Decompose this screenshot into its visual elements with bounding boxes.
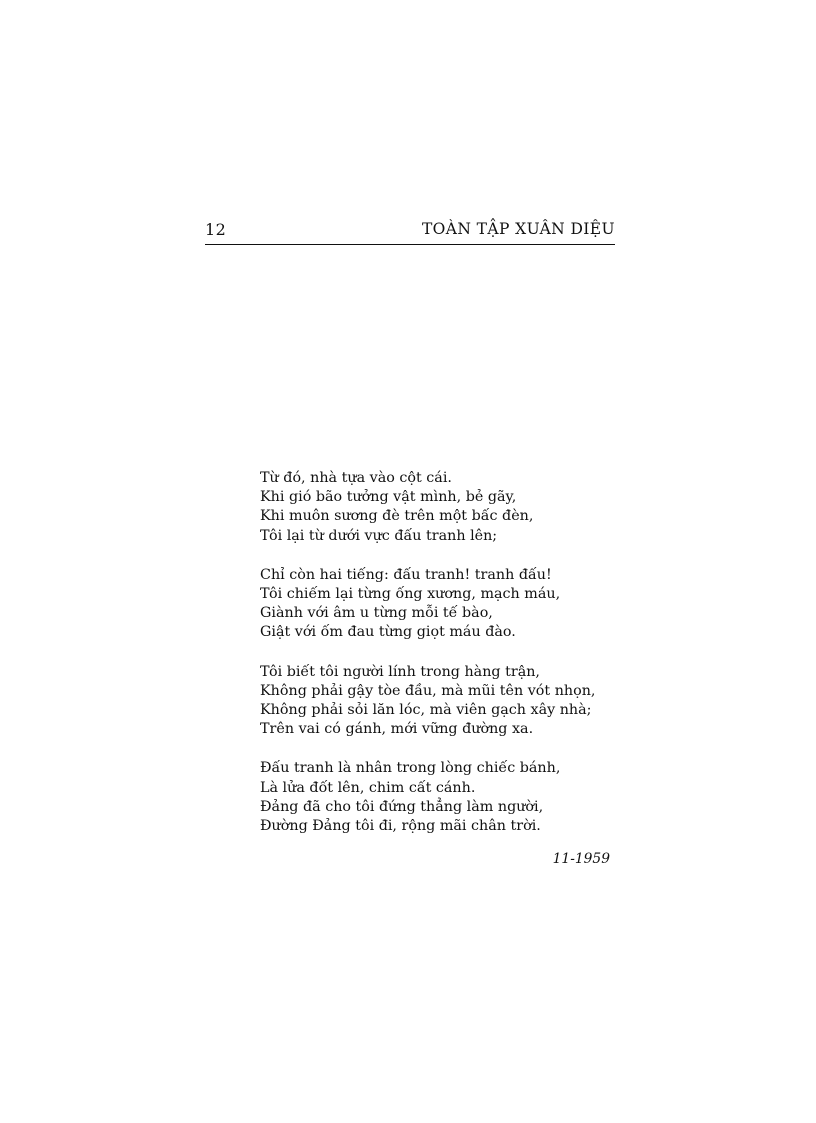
running-header	[205, 214, 615, 245]
poem-line: Khi muôn sương đè trên một bấc đèn,	[260, 508, 534, 525]
poem-line: Đảng đã cho tôi đứng thẳng làm người,	[260, 798, 544, 815]
poem-date: 11-1959	[552, 851, 610, 867]
poem-line: Đấu tranh là nhân trong lòng chiếc bánh,	[260, 760, 561, 777]
stanza-3	[260, 663, 620, 740]
poem-line: Giật với ốm đau từng giọt máu đào.	[260, 624, 516, 641]
poem-line: Là lửa đốt lên, chim cất cánh.	[260, 779, 476, 796]
poem-line: Không phải gậy tòe đầu, mà mũi tên vót nhọn,	[260, 682, 596, 699]
poem-line: Đường Đảng tôi đi, rộng mãi chân trời.	[260, 818, 541, 835]
stanza-2	[260, 566, 620, 643]
poem-line: Chỉ còn hai tiếng: đấu tranh! tranh đấu!	[260, 566, 552, 583]
poem-line: Từ đó, nhà tựa vào cột cái.	[260, 470, 452, 486]
stanza-4	[260, 759, 620, 836]
stanza-1	[260, 469, 620, 546]
poem-line: Giành với âm u từng mỗi tế bào,	[260, 605, 493, 622]
poem-line: Trên vai có gánh, mới vững đường xa.	[260, 721, 534, 738]
poem-line: Không phải sỏi lăn lóc, mà viên gạch xây nhà;	[260, 702, 592, 719]
book-title: TOÀN TẬP XUÂN DIỆU	[421, 220, 615, 238]
poem	[260, 469, 620, 856]
poem-line: Khi gió bão tưởng vật mình, bẻ gãy,	[260, 489, 517, 506]
poem-line: Tôi chiếm lại từng ống xương, mạch máu,	[260, 586, 561, 603]
poem-line: Tôi lại từ dưới vực đấu tranh lên;	[260, 527, 498, 544]
page-number: 12	[205, 220, 227, 239]
poem-line: Tôi biết tôi người lính trong hàng trận,	[260, 663, 540, 680]
